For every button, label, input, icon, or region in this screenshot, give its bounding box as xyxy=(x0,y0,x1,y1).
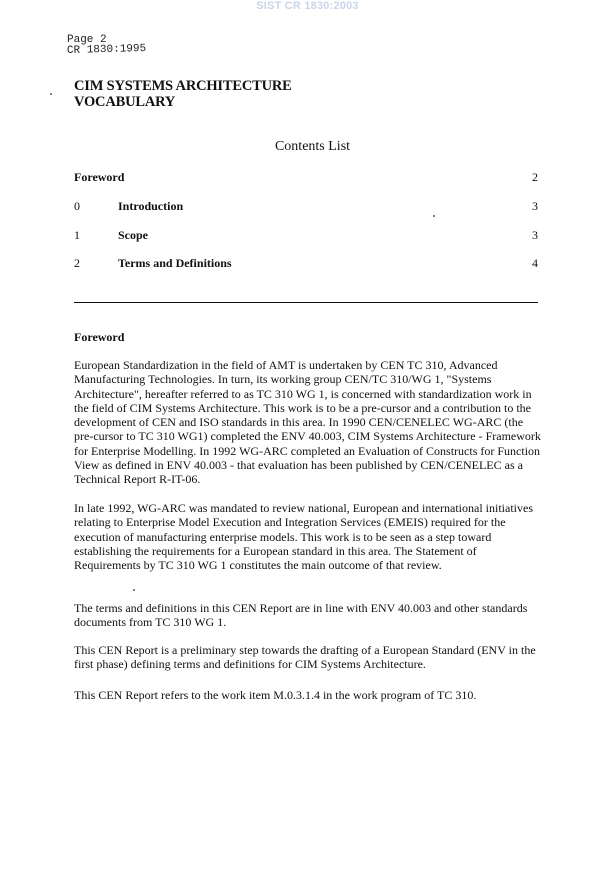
toc-entry-label: Introduction xyxy=(118,199,184,213)
foreword-paragraph-1: European Standardization in the field of AMT is undertaken by CEN TC 310, Advanced Manufacturing Technologies. In turn, its working group CEN/TC 310/WG 1, "Systems Architecture", hereafter referred to as TC 310 WG 1, is concerned with standardization work in the field of CIM Systems Architecture. This work is to be a pre-cursor and a contribution to the development of CEN and ISO standards in this area. In 1990 CEN/CENELEC WG-ARC (the pre-cursor to TC 310 WG1) completed the ENV 40.003, CIM Systems Architecture - Framework for Enterprise Modelling. In 1992 WG-ARC completed an Evaluation of Constructs for Function View as defined in ENV 40.003 - that evaluation has been published by CEN/CENELEC as a Technical Report R-IT-06. xyxy=(74,358,541,487)
section-divider xyxy=(74,302,538,303)
foreword-paragraph-4: This CEN Report is a preliminary step towards the drafting of a European Standard (ENV in the first phase) defining terms and definitions for CIM Systems Architecture. xyxy=(74,643,536,672)
document-reference: CR 1830:1995 xyxy=(66,42,147,57)
scan-speck xyxy=(433,215,435,217)
toc-entry-label: Scope xyxy=(118,228,148,242)
toc-entry-label: Foreword xyxy=(74,170,125,184)
toc-entry-page: 2 xyxy=(532,170,538,184)
toc-entry-number: 2 xyxy=(74,256,80,270)
title-line-2: VOCABULARY xyxy=(74,94,176,110)
toc-entry-number: 0 xyxy=(74,199,80,213)
foreword-paragraph-3: The terms and definitions in this CEN Report are in line with ENV 40.003 and other standards documents from TC 310 WG 1. xyxy=(74,601,528,630)
toc-entry-page: 3 xyxy=(532,199,538,213)
toc-entry-label: Terms and Definitions xyxy=(118,256,232,270)
toc-entry-page: 3 xyxy=(532,228,538,242)
watermark: SIST CR 1830:2003 xyxy=(256,0,359,12)
toc-heading: Contents List xyxy=(274,139,351,154)
toc-entry-number: 1 xyxy=(74,228,80,242)
page-header xyxy=(67,35,146,57)
toc-entry-scope[interactable] xyxy=(74,228,538,244)
toc-entry-foreword[interactable] xyxy=(74,170,538,186)
title-line-1: CIM SYSTEMS ARCHITECTURE xyxy=(74,78,292,94)
toc-entry-terms-and-definitions[interactable] xyxy=(74,256,538,272)
page-number: Page 2 xyxy=(67,34,107,46)
foreword-paragraph-2: In late 1992, WG-ARC was mandated to review national, European and international initiatives relating to Enterprise Model Execution and Integration Services (EMEIS) required for the execution of manufacturing enterprise models. This work is to be seen as a step toward establishing the requirements for a European standard in this area. The Statement of Requirements by TC 310 WG 1 constitutes the main outcome of that review. xyxy=(74,501,533,573)
scan-speck xyxy=(133,589,135,591)
toc-entry-introduction[interactable] xyxy=(74,199,538,215)
foreword-paragraph-5: This CEN Report refers to the work item M.0.3.1.4 in the work program of TC 310. xyxy=(74,688,477,702)
document-title xyxy=(74,78,292,110)
foreword-heading: Foreword xyxy=(74,330,125,344)
scan-speck xyxy=(50,93,52,95)
toc-entry-page: 4 xyxy=(532,256,538,270)
